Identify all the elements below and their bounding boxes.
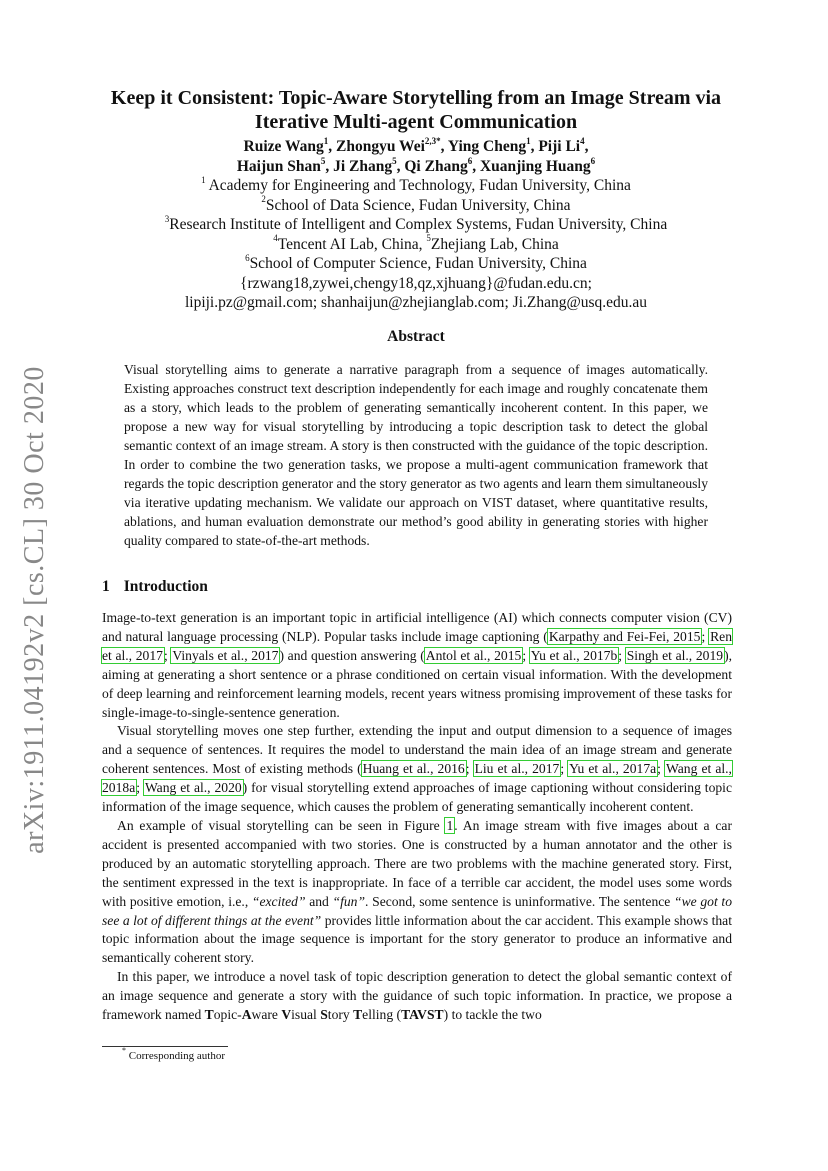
title-line-1: Keep it Consistent: Topic-Aware Storytelling from an Image Stream via xyxy=(110,87,722,109)
section-number: 1 xyxy=(102,578,110,595)
text-run: Image-to-text generation is an important topic in artificial intelligence (AI) which connects computer vision (CV) and natural language processing (NLP). Popular tasks include image captioning ( xyxy=(102,610,732,644)
arxiv-id: arXiv:1911.04192v2 [cs.CL] 30 Oct 2020 xyxy=(19,366,51,854)
text-run: ; xyxy=(701,628,710,644)
author-sup: 1 xyxy=(323,135,329,146)
text-run: provides little information about the car accident. This example shows that topic information about the image sequence is important for the story generator to produce an informative and semantically coherent story. xyxy=(102,912,732,966)
paragraph-3 xyxy=(102,817,732,968)
author-sup: 2,3 xyxy=(424,135,437,146)
affiliation-1 xyxy=(60,176,772,196)
citation-link[interactable]: Wang et al., 2020 xyxy=(144,780,242,796)
emphasis: “we got to see a lot of different things at the event” xyxy=(102,893,732,928)
author-sup: 5 xyxy=(392,155,397,166)
citation-link[interactable]: Singh et al., 2019 xyxy=(626,647,724,663)
intro-body xyxy=(102,609,732,1025)
author-name: , Ying Cheng xyxy=(440,138,527,155)
author-sup: 1 xyxy=(526,135,531,146)
citation-link[interactable]: Ren et al., 2017 xyxy=(102,628,732,663)
author-line-2 xyxy=(60,157,772,177)
text-run: ) for visual storytelling extend approaches of image captioning without considering topic information of the image sequence, which causes the problem of generating semantically incoherent content. xyxy=(102,780,732,815)
text-run: ; xyxy=(163,647,172,663)
bold-letter: A xyxy=(241,1007,252,1023)
author-name: , Ji Zhang xyxy=(325,158,393,175)
author-name: , Xuanjing Huang xyxy=(472,158,591,175)
footnote-rule xyxy=(102,1046,228,1047)
text-run: opic- xyxy=(213,1007,242,1023)
affiliation-4 xyxy=(60,235,772,255)
author-sup: 4 xyxy=(580,135,585,146)
figure-link[interactable]: 1 xyxy=(446,817,454,833)
text-run: An example of visual storytelling can be seen in Figure xyxy=(117,817,446,833)
affiliation-5 xyxy=(60,254,772,274)
author-name: Haijun Shan xyxy=(236,158,321,175)
author-sep: , xyxy=(584,138,589,155)
text-run: ; xyxy=(465,761,474,777)
email-line-2: lipiji.pz@gmail.com; shanhaijun@zhejianglab.com; Ji.Zhang@usq.edu.au xyxy=(184,294,648,311)
affiliation-3 xyxy=(60,215,772,235)
author-sup: 6 xyxy=(590,155,596,166)
paper-title xyxy=(60,86,772,134)
affil-sup: 1 xyxy=(201,174,206,185)
corresponding-mark: * xyxy=(436,135,441,146)
citation-link[interactable]: Huang et al., 2016 xyxy=(362,761,465,777)
abstract-heading: Abstract xyxy=(387,328,445,345)
emphasis: “excited” xyxy=(251,893,306,909)
citation-link[interactable]: Vinyals et al., 2017 xyxy=(172,647,279,663)
citation-link[interactable]: Wang et al., 2018a xyxy=(102,761,732,796)
author-name: , Zhongyu Wei xyxy=(328,138,425,155)
text-run: ), aiming at generating a short sentence or a phrase conditioned on certain visual information. With the development of deep learning and reinforcement learning models, recent years witness promising improvement of these tasks for single-image-to-single-sentence generation. xyxy=(102,647,732,720)
section-heading xyxy=(102,578,208,596)
text-run: ) to tackle the two xyxy=(443,1007,542,1023)
affil-sup: 3 xyxy=(164,213,170,224)
author-name: , Qi Zhang xyxy=(396,158,468,175)
paragraph-1 xyxy=(102,609,732,722)
acronym: TAVST xyxy=(401,1007,444,1023)
text-run: Visual storytelling moves one step further, extending the input and output dimension to a sequence of images and a sequence of sentences. It requires the model to understand the main idea of an image stream and generate coherent sentences. Most of existing methods ( xyxy=(102,723,732,777)
affiliation-2 xyxy=(60,196,772,216)
text-run: and xyxy=(305,893,333,909)
text-run: ; xyxy=(136,780,144,796)
affil-sup: 2 xyxy=(261,194,266,205)
author-name: Ruize Wang xyxy=(243,138,324,155)
affil-text: Tencent AI Lab, China, xyxy=(277,235,427,253)
author-sup: 6 xyxy=(467,155,473,166)
bold-letter: V xyxy=(281,1007,292,1023)
citation-link[interactable]: Karpathy and Fei-Fei, 2015 xyxy=(548,628,701,644)
citation-link[interactable]: Antol et al., 2015 xyxy=(425,647,522,663)
text-run: . An image stream with five images about a car accident is presented accompanied with two stories. One is constructed by a human annotator and the other is produced by an automatic storytelling approach. There are two problems with the machine generated story. First, the sentiment expressed in the text is inappropriate. In face of a terrible car accident, the model uses some words with positive emotion, i.e., xyxy=(102,817,732,909)
title-line-2: Iterative Multi-agent Communication xyxy=(254,111,578,133)
text-run: ; xyxy=(657,761,666,777)
affiliations xyxy=(60,176,772,313)
text-run: ) and question answering ( xyxy=(279,647,425,663)
affil-text: Research Institute of Intelligent and Complex Systems, Fudan University, China xyxy=(169,216,668,233)
affil-sup: 6 xyxy=(245,252,250,263)
footnote xyxy=(122,1046,225,1062)
bold-letter: S xyxy=(320,1007,328,1023)
footnote-mark: * xyxy=(122,1046,126,1056)
text-run: isual xyxy=(291,1007,321,1023)
abstract-body: Visual storytelling aims to generate a narrative paragraph from a sequence of images automatically. Existing approaches construct text description independently for each image and roughly concatenate them as a story, which leads to the problem of generating semantically incoherent content. In this paper, we propose a new way for visual storytelling by introducing a topic description task to detect the global semantic context of an image stream. A story is then constructed with the guidance of the topic description. In order to combine the two generation tasks, we propose a multi-agent communication framework that regards the topic description generator and the story generator as two agents and learn them simultaneously via iterative updating mechanism. We validate our approach on VIST dataset, where quantitative results, ablations, and human evaluation demonstrate our method’s good ability in generating stories with higher quality compared to state-of-the-art methods. xyxy=(124,362,708,548)
text-run: tory xyxy=(327,1007,354,1023)
author-sup: 5 xyxy=(320,155,326,166)
citation-link[interactable]: Yu et al., 2017a xyxy=(569,761,657,777)
emphasis: “fun” xyxy=(332,893,366,909)
affil-sup: 4 xyxy=(273,233,278,244)
text-run: In this paper, we introduce a novel task of topic description generation to detect the global semantic context of an image sequence and generate a story with the guidance of such topic information. In practice, we propose a framework named xyxy=(102,969,732,1023)
citation-link[interactable]: Yu et al., 2017b xyxy=(530,647,618,663)
paragraph-4 xyxy=(102,968,732,1025)
text-run: ; xyxy=(618,647,626,663)
bold-letter: T xyxy=(353,1007,363,1023)
author-name: , Piji Li xyxy=(530,138,581,155)
text-run: . Second, some sentence is uninformative. The sentence xyxy=(365,893,675,909)
author-line-1 xyxy=(60,137,772,157)
arxiv-stamp xyxy=(2,330,68,890)
text-run: ; xyxy=(522,647,530,663)
text-run: ; xyxy=(560,761,569,777)
email-line-1: {rzwang18,zywei,chengy18,qz,xjhuang}@fudan.edu.cn; xyxy=(240,274,592,292)
author-list xyxy=(60,137,772,177)
affil-sup: 5 xyxy=(426,233,431,244)
affil-text: School of Computer Science, Fudan University, China xyxy=(249,255,587,272)
paragraph-2 xyxy=(102,722,732,817)
affil-text: School of Data Science, Fudan University, China xyxy=(265,196,571,214)
affil-text: Zhejiang Lab, China xyxy=(430,235,559,253)
footnote-text: Corresponding author xyxy=(126,1050,225,1062)
bold-letter: T xyxy=(204,1007,214,1023)
citation-link[interactable]: Liu et al., 2017 xyxy=(474,761,560,777)
text-run: ware xyxy=(251,1007,282,1023)
affil-text: Academy for Engineering and Technology, Fudan University, China xyxy=(205,177,631,194)
text-run: elling ( xyxy=(362,1007,402,1023)
section-title: Introduction xyxy=(123,578,208,595)
